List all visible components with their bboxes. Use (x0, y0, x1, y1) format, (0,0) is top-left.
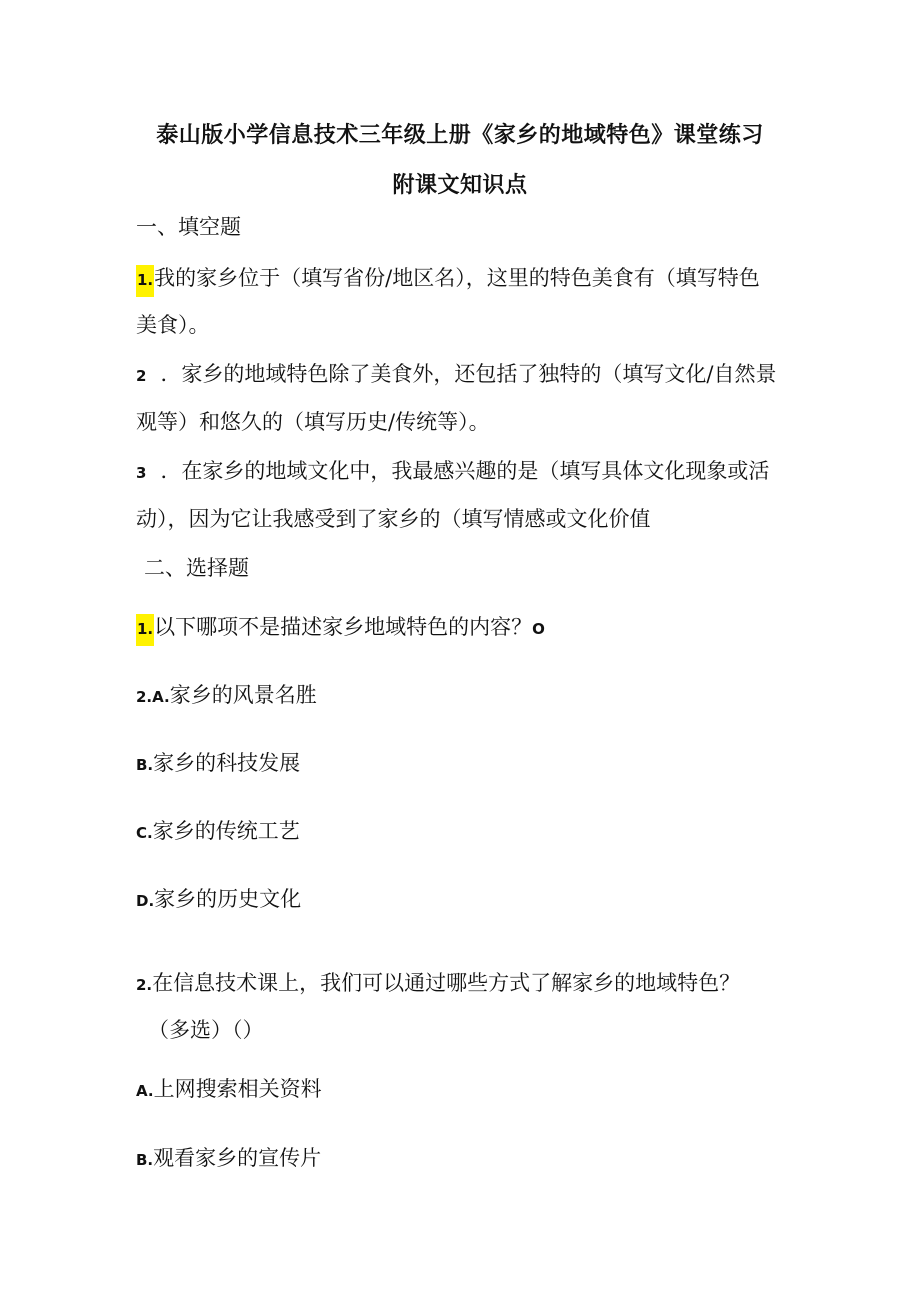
option-text: 家乡的历史文化 (154, 887, 302, 911)
fill-question-3 (136, 456, 769, 488)
section-heading-fill-blank: 一、填空题 (136, 215, 241, 239)
option-letter: B. (136, 1151, 154, 1169)
choice-question-2 (136, 968, 740, 1000)
question-number: 2 (136, 367, 147, 385)
choice-option (136, 816, 300, 848)
question-number: 3 (136, 464, 147, 482)
question-number: 1. (136, 614, 154, 646)
question-number: 1. (136, 265, 154, 297)
question-text: 以下哪项不是描述家乡地域特色的内容？ (154, 615, 533, 639)
fill-question-2 (136, 359, 777, 391)
option-text: 上网搜索相关资料 (153, 1077, 322, 1101)
choice-option (136, 1143, 321, 1175)
question-text: ．家乡的地域特色除了美食外，还包括了独特的（填写文化/自然景 (160, 362, 777, 386)
question-text: ．在家乡的地域文化中，我最感兴趣的是（填写具体文化现象或活 (160, 459, 770, 483)
choice-question-1 (136, 612, 545, 644)
option-text: 家乡的科技发展 (153, 751, 301, 775)
question-text: 在信息技术课上，我们可以通过哪些方式了解家乡的地域特色？ (152, 971, 741, 995)
option-text: 观看家乡的宣传片 (153, 1146, 322, 1170)
fill-question-3-cont: 动），因为它让我感受到了家乡的（填写情感或文化价值 (136, 507, 651, 531)
option-letter: D. (136, 892, 155, 910)
option-letter: B. (136, 756, 154, 774)
option-text: 家乡的传统工艺 (152, 819, 300, 843)
section-heading-choice: 二、选择题 (144, 556, 249, 580)
answer-mark: O (532, 620, 545, 638)
choice-option (136, 748, 300, 780)
option-letter: A. (136, 1082, 154, 1100)
document-title: 泰山版小学信息技术三年级上册《家乡的地域特色》课堂练习 (156, 123, 764, 148)
question-number: 2. (136, 976, 153, 994)
fill-question-1-cont: 美食）。 (136, 313, 210, 337)
choice-option (136, 1074, 322, 1106)
fill-question-2-cont: 观等）和悠久的（填写历史/传统等）。 (136, 410, 490, 434)
fill-question-1 (136, 263, 760, 295)
option-letter: C. (136, 824, 153, 842)
document-subtitle: 附课文知识点 (392, 173, 528, 198)
choice-question-2-cont: （多选）（） (148, 1018, 264, 1042)
choice-option (136, 884, 301, 916)
question-text: 我的家乡位于（填写省份/地区名），这里的特色美食有（填写特色 (154, 266, 760, 290)
choice-option (136, 680, 317, 712)
option-letter: 2.A. (136, 688, 170, 706)
option-text: 家乡的风景名胜 (169, 683, 317, 707)
